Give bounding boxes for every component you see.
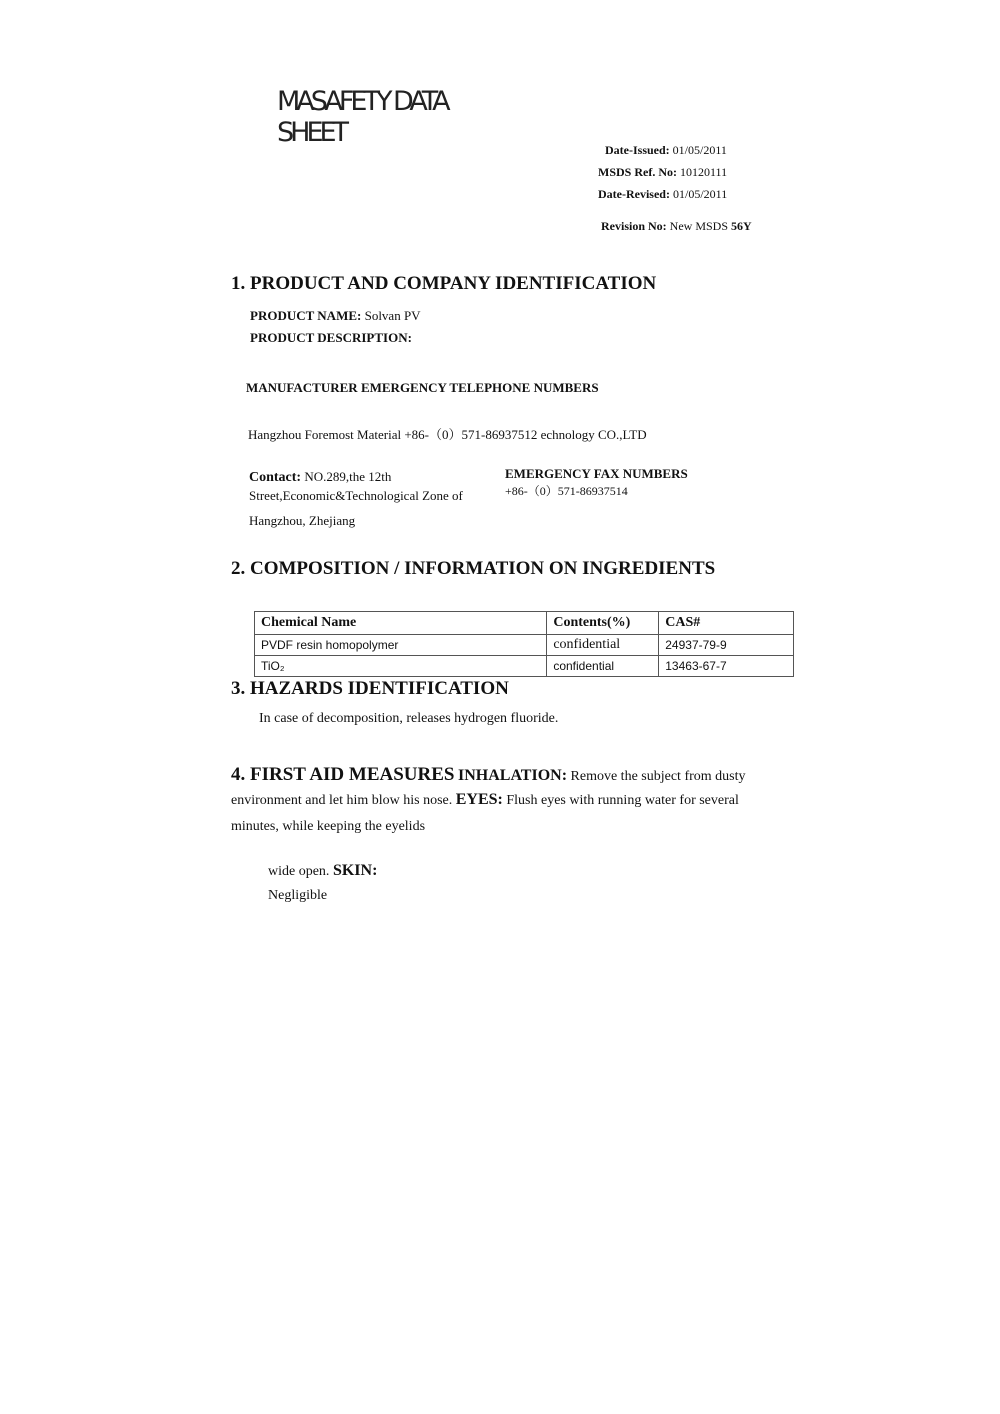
revision-no	[601, 219, 752, 234]
revision-label: Revision No:	[601, 219, 667, 233]
date-revised-label: Date-Revised:	[598, 187, 670, 201]
date-issued	[605, 143, 727, 158]
msds-ref-value: 10120111	[680, 165, 728, 179]
eyes-text-1: Flush eyes with running water for several	[506, 793, 739, 808]
date-issued-label: Date-Issued:	[605, 143, 670, 157]
first-aid-line4	[268, 862, 377, 880]
contact-line1	[249, 469, 391, 486]
cell-cas: 13463-67-7	[659, 656, 794, 677]
cell-contents: confidential	[547, 656, 659, 677]
column-header-chemical-name: Chemical Name	[255, 612, 547, 635]
msds-ref-label: MSDS Ref. No:	[598, 165, 677, 179]
table-row	[255, 656, 794, 677]
skin-label: SKIN:	[332, 862, 378, 879]
section3-heading: 3. HAZARDS IDENTIFICATION	[231, 678, 509, 699]
column-header-contents: Contents(%)	[547, 612, 659, 635]
date-issued-value: 01/05/2011	[672, 143, 727, 157]
product-name-value: Solvan PV	[364, 308, 421, 323]
contact-label: Contact:	[249, 470, 302, 485]
inhalation-label: INHALATION:	[457, 767, 568, 784]
product-name-label: PRODUCT NAME:	[250, 308, 362, 323]
table-header-row	[255, 612, 794, 635]
cell-cas: 24937-79-9	[659, 635, 794, 656]
section1-heading: 1. PRODUCT AND COMPANY IDENTIFICATION	[231, 273, 657, 294]
table-row	[255, 635, 794, 656]
inhalation-text-1: Remove the subject from dusty	[570, 769, 746, 784]
column-header-cas: CAS#	[659, 612, 794, 635]
contact-line2: Street,Economic&Technological Zone of	[249, 488, 463, 503]
section4-heading: 4. FIRST AID MEASURES	[231, 764, 455, 785]
fax-heading: EMERGENCY FAX NUMBERS	[505, 466, 688, 481]
emergency-phone-heading: MANUFACTURER EMERGENCY TELEPHONE NUMBERS	[246, 380, 599, 395]
fax-number: +86-（0）571-86937514	[505, 484, 628, 498]
date-revised-value: 01/05/2011	[672, 187, 728, 201]
first-aid-line2	[231, 791, 739, 809]
revision-suffix: 56Y	[731, 219, 752, 233]
cell-contents: confidential	[547, 635, 659, 656]
msds-ref	[598, 165, 727, 180]
inhalation-text-2: environment and let him blow his nose.	[231, 793, 453, 808]
first-aid-line1	[231, 764, 746, 786]
skin-text: Negligible	[268, 888, 328, 903]
contact-line1-text: NO.289,the 12th	[304, 469, 392, 484]
date-revised	[598, 187, 727, 202]
contact-line3: Hangzhou, Zhejiang	[249, 513, 356, 528]
eyes-text-2: minutes, while keeping the eyelids	[231, 819, 426, 834]
cell-chemical-name: PVDF resin homopolymer	[255, 635, 547, 656]
product-description-label: PRODUCT DESCRIPTION:	[250, 330, 412, 345]
product-name	[250, 308, 421, 324]
eyes-label: EYES:	[455, 791, 503, 808]
cell-chemical-name: TiO₂	[255, 656, 547, 677]
section2-heading: 2. COMPOSITION / INFORMATION ON INGREDIENTS	[231, 558, 716, 579]
document-title-line1: MASAFETY DATA	[277, 86, 447, 117]
eyes-text-3: wide open.	[268, 864, 330, 879]
document-title-line2: SHEET	[277, 117, 346, 148]
hazards-text: In case of decomposition, releases hydrogen fluoride.	[259, 711, 559, 726]
ingredients-table	[254, 611, 794, 677]
revision-value: New MSDS	[669, 219, 729, 233]
manufacturer-line: Hangzhou Foremost Material +86-（0）571-86937512 echnology CO.,LTD	[248, 427, 647, 442]
